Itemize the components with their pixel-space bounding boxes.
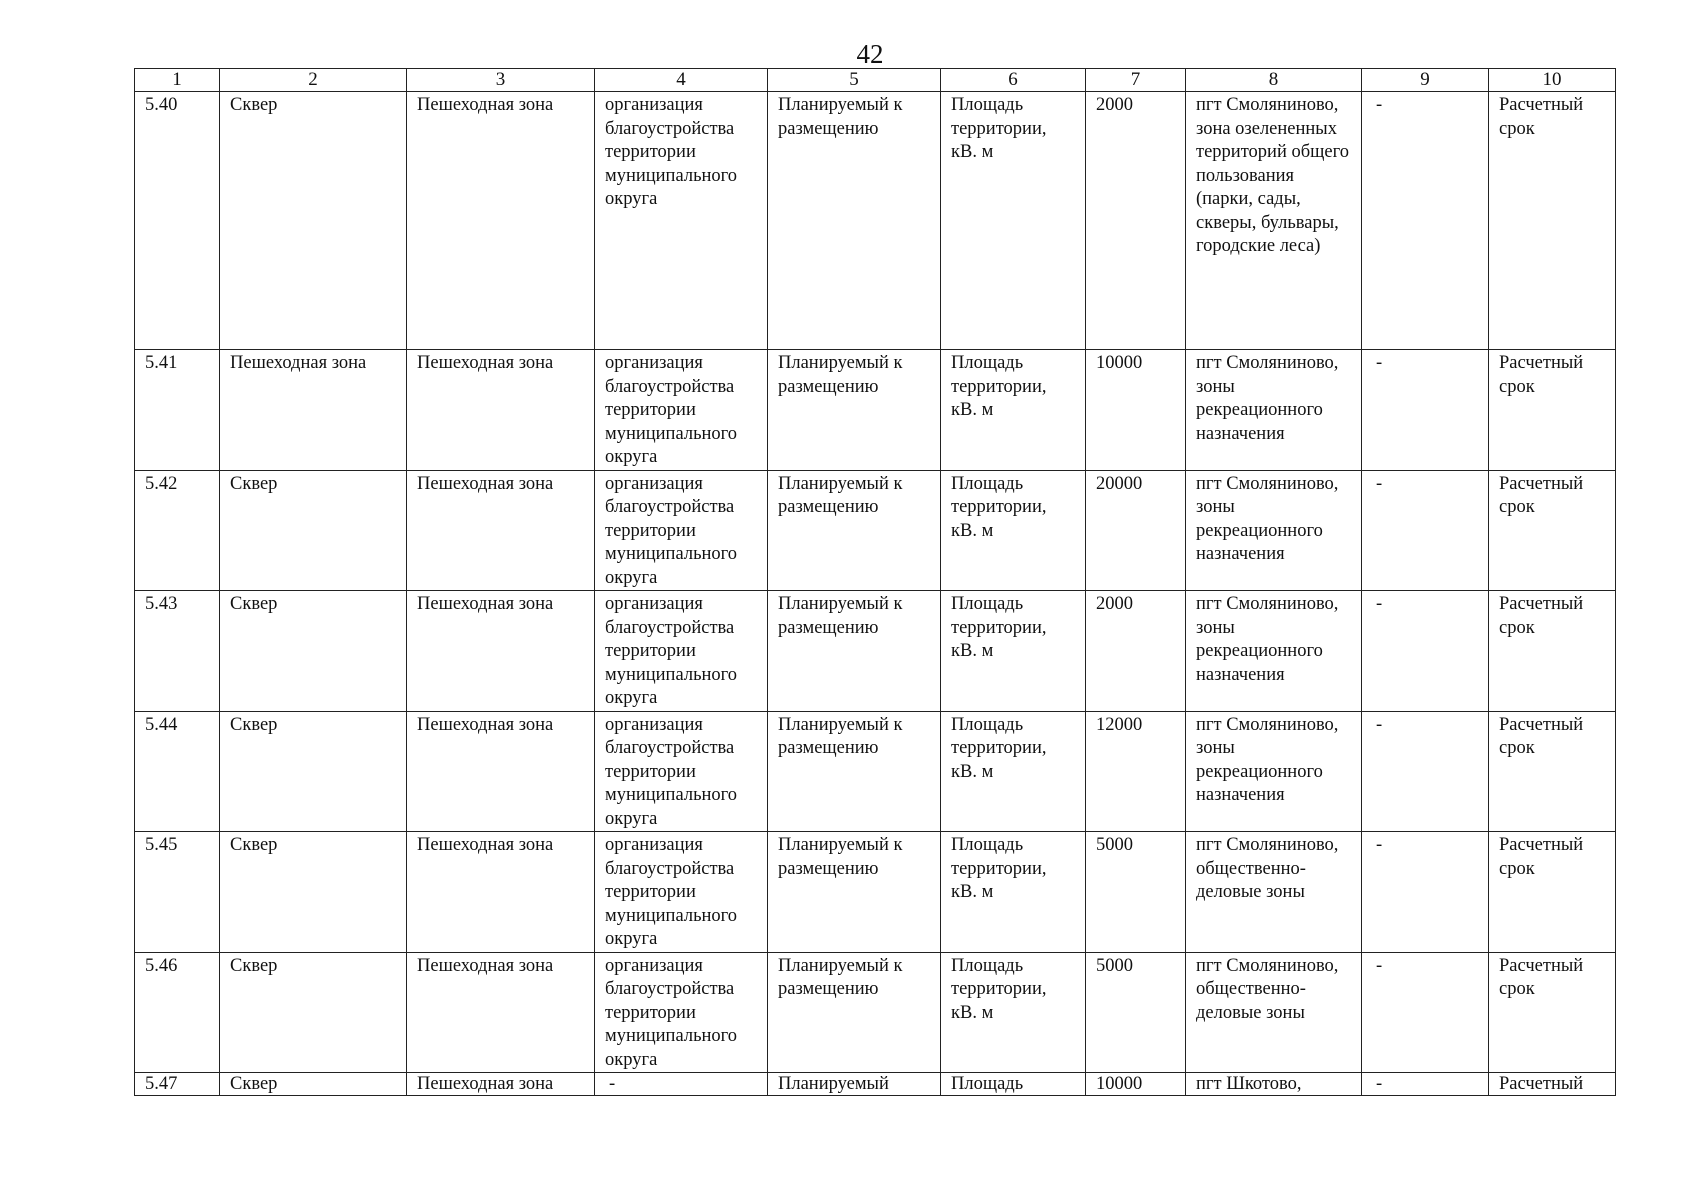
cell-type: Пешеходная зона (407, 350, 595, 471)
cell-type: Пешеходная зона (407, 92, 595, 350)
cell-characteristic: Площадь территории, кВ. м (941, 952, 1086, 1073)
cell-purpose: организация благоустройства территории муниципального округа (595, 591, 768, 712)
cell-type: Пешеходная зона (407, 711, 595, 832)
cell-location: пгт Смоляниново, зоны рекреационного назначения (1186, 711, 1362, 832)
cell-status: Планируемый к размещению (768, 470, 941, 591)
cell-term: Расчетный срок (1489, 832, 1616, 953)
cell-type: Пешеходная зона (407, 1073, 595, 1096)
cell-status: Планируемый к размещению (768, 92, 941, 350)
cell-value: 2000 (1086, 92, 1186, 350)
cell-status: Планируемый к размещению (768, 591, 941, 712)
cell-value: 10000 (1086, 1073, 1186, 1096)
cell-characteristic: Площадь (941, 1073, 1086, 1096)
column-header: 1 (135, 69, 220, 92)
cell-zone: - (1362, 92, 1489, 350)
column-header: 2 (220, 69, 407, 92)
cell-purpose: организация благоустройства территории муниципального округа (595, 92, 768, 350)
cell-value: 5000 (1086, 952, 1186, 1073)
cell-term: Расчетный срок (1489, 470, 1616, 591)
cell-characteristic: Площадь территории, кВ. м (941, 591, 1086, 712)
cell-location: пгт Смоляниново, зоны рекреационного назначения (1186, 350, 1362, 471)
cell-value: 20000 (1086, 470, 1186, 591)
cell-type: Пешеходная зона (407, 952, 595, 1073)
column-header: 9 (1362, 69, 1489, 92)
cell-term: Расчетный (1489, 1073, 1616, 1096)
cell-num: 5.41 (135, 350, 220, 471)
cell-purpose: организация благоустройства территории муниципального округа (595, 470, 768, 591)
cell-zone: - (1362, 591, 1489, 712)
cell-term: Расчетный срок (1489, 952, 1616, 1073)
cell-value: 2000 (1086, 591, 1186, 712)
cell-location: пгт Смоляниново, зоны рекреационного назначения (1186, 591, 1362, 712)
cell-zone: - (1362, 952, 1489, 1073)
cell-location: пгт Шкотово, (1186, 1073, 1362, 1096)
cell-characteristic: Площадь территории, кВ. м (941, 92, 1086, 350)
cell-name: Сквер (220, 711, 407, 832)
cell-zone: - (1362, 832, 1489, 953)
cell-status: Планируемый к размещению (768, 952, 941, 1073)
cell-num: 5.44 (135, 711, 220, 832)
cell-name: Сквер (220, 92, 407, 350)
cell-name: Сквер (220, 470, 407, 591)
cell-characteristic: Площадь территории, кВ. м (941, 711, 1086, 832)
cell-purpose: организация благоустройства территории муниципального округа (595, 711, 768, 832)
cell-purpose: организация благоустройства территории муниципального округа (595, 350, 768, 471)
cell-zone: - (1362, 470, 1489, 591)
cell-characteristic: Площадь территории, кВ. м (941, 350, 1086, 471)
column-header: 10 (1489, 69, 1616, 92)
table-row (135, 92, 1616, 350)
table-row (135, 350, 1616, 471)
cell-num: 5.47 (135, 1073, 220, 1096)
cell-purpose: - (595, 1073, 768, 1096)
cell-status: Планируемый к размещению (768, 832, 941, 953)
data-table (134, 68, 1616, 1096)
cell-term: Расчетный срок (1489, 711, 1616, 832)
cell-zone: - (1362, 350, 1489, 471)
cell-name: Сквер (220, 591, 407, 712)
cell-location: пгт Смоляниново, общественно-деловые зоны (1186, 832, 1362, 953)
cell-zone: - (1362, 711, 1489, 832)
cell-type: Пешеходная зона (407, 470, 595, 591)
table-row (135, 591, 1616, 712)
column-header: 6 (941, 69, 1086, 92)
column-header: 7 (1086, 69, 1186, 92)
cell-num: 5.40 (135, 92, 220, 350)
header-row (135, 69, 1616, 92)
cell-type: Пешеходная зона (407, 832, 595, 953)
cell-zone: - (1362, 1073, 1489, 1096)
cell-name: Сквер (220, 832, 407, 953)
cell-location: пгт Смоляниново, зона озелененных территорий общего пользования (парки, сады, скверы, бульвары, городские леса) (1186, 92, 1362, 350)
cell-num: 5.45 (135, 832, 220, 953)
cell-term: Расчетный срок (1489, 591, 1616, 712)
table-row (135, 1073, 1616, 1096)
table-row (135, 952, 1616, 1073)
cell-status: Планируемый (768, 1073, 941, 1096)
column-header: 4 (595, 69, 768, 92)
cell-purpose: организация благоустройства территории муниципального округа (595, 832, 768, 953)
cell-value: 10000 (1086, 350, 1186, 471)
cell-location: пгт Смоляниново, общественно-деловые зоны (1186, 952, 1362, 1073)
cell-name: Сквер (220, 952, 407, 1073)
page-number: 42 (856, 39, 884, 69)
table-row (135, 711, 1616, 832)
cell-name: Пешеходная зона (220, 350, 407, 471)
cell-term: Расчетный срок (1489, 92, 1616, 350)
cell-location: пгт Смоляниново, зоны рекреационного назначения (1186, 470, 1362, 591)
column-header: 3 (407, 69, 595, 92)
cell-num: 5.42 (135, 470, 220, 591)
cell-characteristic: Площадь территории, кВ. м (941, 470, 1086, 591)
column-header: 5 (768, 69, 941, 92)
column-header: 8 (1186, 69, 1362, 92)
cell-value: 12000 (1086, 711, 1186, 832)
cell-name: Сквер (220, 1073, 407, 1096)
cell-status: Планируемый к размещению (768, 350, 941, 471)
cell-value: 5000 (1086, 832, 1186, 953)
cell-characteristic: Площадь территории, кВ. м (941, 832, 1086, 953)
cell-num: 5.46 (135, 952, 220, 1073)
cell-num: 5.43 (135, 591, 220, 712)
table-row (135, 470, 1616, 591)
cell-term: Расчетный срок (1489, 350, 1616, 471)
cell-status: Планируемый к размещению (768, 711, 941, 832)
table-row (135, 832, 1616, 953)
cell-type: Пешеходная зона (407, 591, 595, 712)
cell-purpose: организация благоустройства территории муниципального округа (595, 952, 768, 1073)
